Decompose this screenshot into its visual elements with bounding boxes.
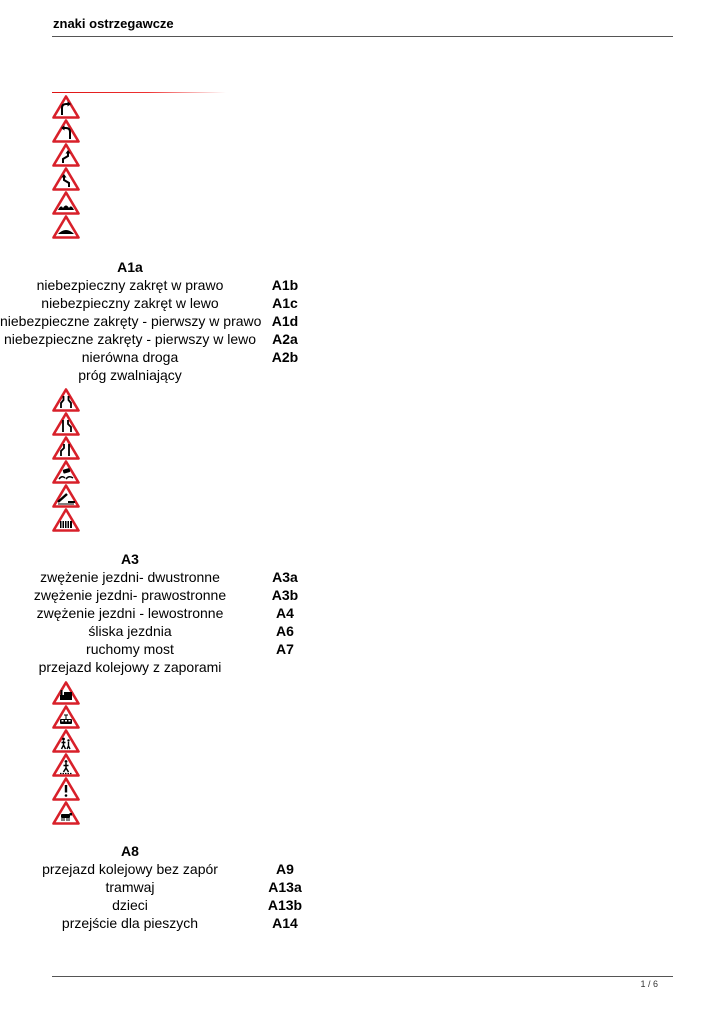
- sign-code: A3b: [271, 587, 299, 603]
- signs-group-2: [52, 388, 80, 532]
- sign-uneven-road-icon: [52, 191, 80, 215]
- sign-road-narrows-right-icon: [52, 412, 80, 436]
- section-1-names: [0, 258, 260, 384]
- sign-name: tramwaj: [105, 879, 155, 895]
- section-2-codes: [255, 568, 315, 658]
- sign-curve-left-icon: [52, 119, 80, 143]
- sign-name: zwężenie jezdni- dwustronne: [40, 569, 220, 585]
- sign-code: A4: [276, 605, 294, 621]
- sign-code: A1b: [271, 277, 299, 293]
- sign-curve-right-icon: [52, 95, 80, 119]
- sign-code: A3a: [272, 569, 298, 585]
- sign-curves-right-first-icon: [52, 143, 80, 167]
- sign-name: niebezpieczny zakręt w prawo: [36, 277, 224, 293]
- sign-name: próg zwalniający: [78, 367, 182, 383]
- sign-movable-bridge-icon: [52, 484, 80, 508]
- sign-code: A2a: [272, 331, 298, 347]
- sign-code: A13b: [267, 897, 303, 913]
- sign-name: niebezpieczne zakręty - pierwszy w prawo: [0, 313, 262, 329]
- sign-code: A1d: [271, 313, 299, 329]
- sign-speed-bump-icon: [52, 215, 80, 239]
- section-1-codes: [255, 276, 315, 366]
- section-2-first-code: A3: [121, 551, 139, 567]
- section-1-first-code: A1a: [117, 259, 143, 275]
- sign-code: A14: [272, 915, 298, 931]
- sign-level-crossing-barrier-icon: [52, 508, 80, 532]
- sign-name: przejście dla pieszych: [61, 915, 199, 931]
- sign-code: A1c: [272, 295, 298, 311]
- page-title: znaki ostrzegawcze: [53, 16, 174, 31]
- sign-name: niebezpieczne zakręty - pierwszy w lewo: [3, 331, 257, 347]
- section-3-names: [0, 842, 260, 932]
- sign-road-narrows-both-icon: [52, 388, 80, 412]
- section-3-first-code: A8: [121, 843, 139, 859]
- signs-group-3: [52, 681, 80, 825]
- sign-level-crossing-no-barrier-icon: [52, 681, 80, 705]
- sign-name: zwężenie jezdni- prawostronne: [33, 587, 227, 603]
- sign-name: śliska jezdnia: [88, 623, 172, 639]
- sign-animals-icon: [52, 801, 80, 825]
- sign-name: zwężenie jezdni - lewostronne: [36, 605, 224, 621]
- sign-pedestrian-crossing-icon: [52, 753, 80, 777]
- sign-road-narrows-left-icon: [52, 436, 80, 460]
- signs-group-1: [52, 95, 80, 239]
- sign-name: niebezpieczny zakręt w lewo: [41, 295, 219, 311]
- sign-tram-icon: [52, 705, 80, 729]
- header-divider: [52, 36, 673, 37]
- footer-divider: [52, 976, 673, 977]
- sign-other-danger-icon: [52, 777, 80, 801]
- sign-name: przejazd kolejowy z zaporami: [38, 659, 222, 675]
- red-accent-line: [52, 92, 226, 93]
- sign-code: A9: [276, 861, 294, 877]
- sign-curves-left-first-icon: [52, 167, 80, 191]
- sign-slippery-road-icon: [52, 460, 80, 484]
- sign-children-icon: [52, 729, 80, 753]
- sign-name: nierówna droga: [81, 349, 179, 365]
- sign-name: dzieci: [112, 897, 148, 913]
- section-2-names: [0, 550, 260, 676]
- sign-code: A7: [276, 641, 294, 657]
- sign-name: przejazd kolejowy bez zapór: [42, 861, 218, 877]
- page-number: 1 / 6: [640, 979, 658, 989]
- sign-code: A2b: [271, 349, 299, 365]
- sign-name: ruchomy most: [86, 641, 174, 657]
- section-3-codes: [255, 860, 315, 932]
- sign-code: A13a: [268, 879, 302, 895]
- sign-code: A6: [276, 623, 294, 639]
